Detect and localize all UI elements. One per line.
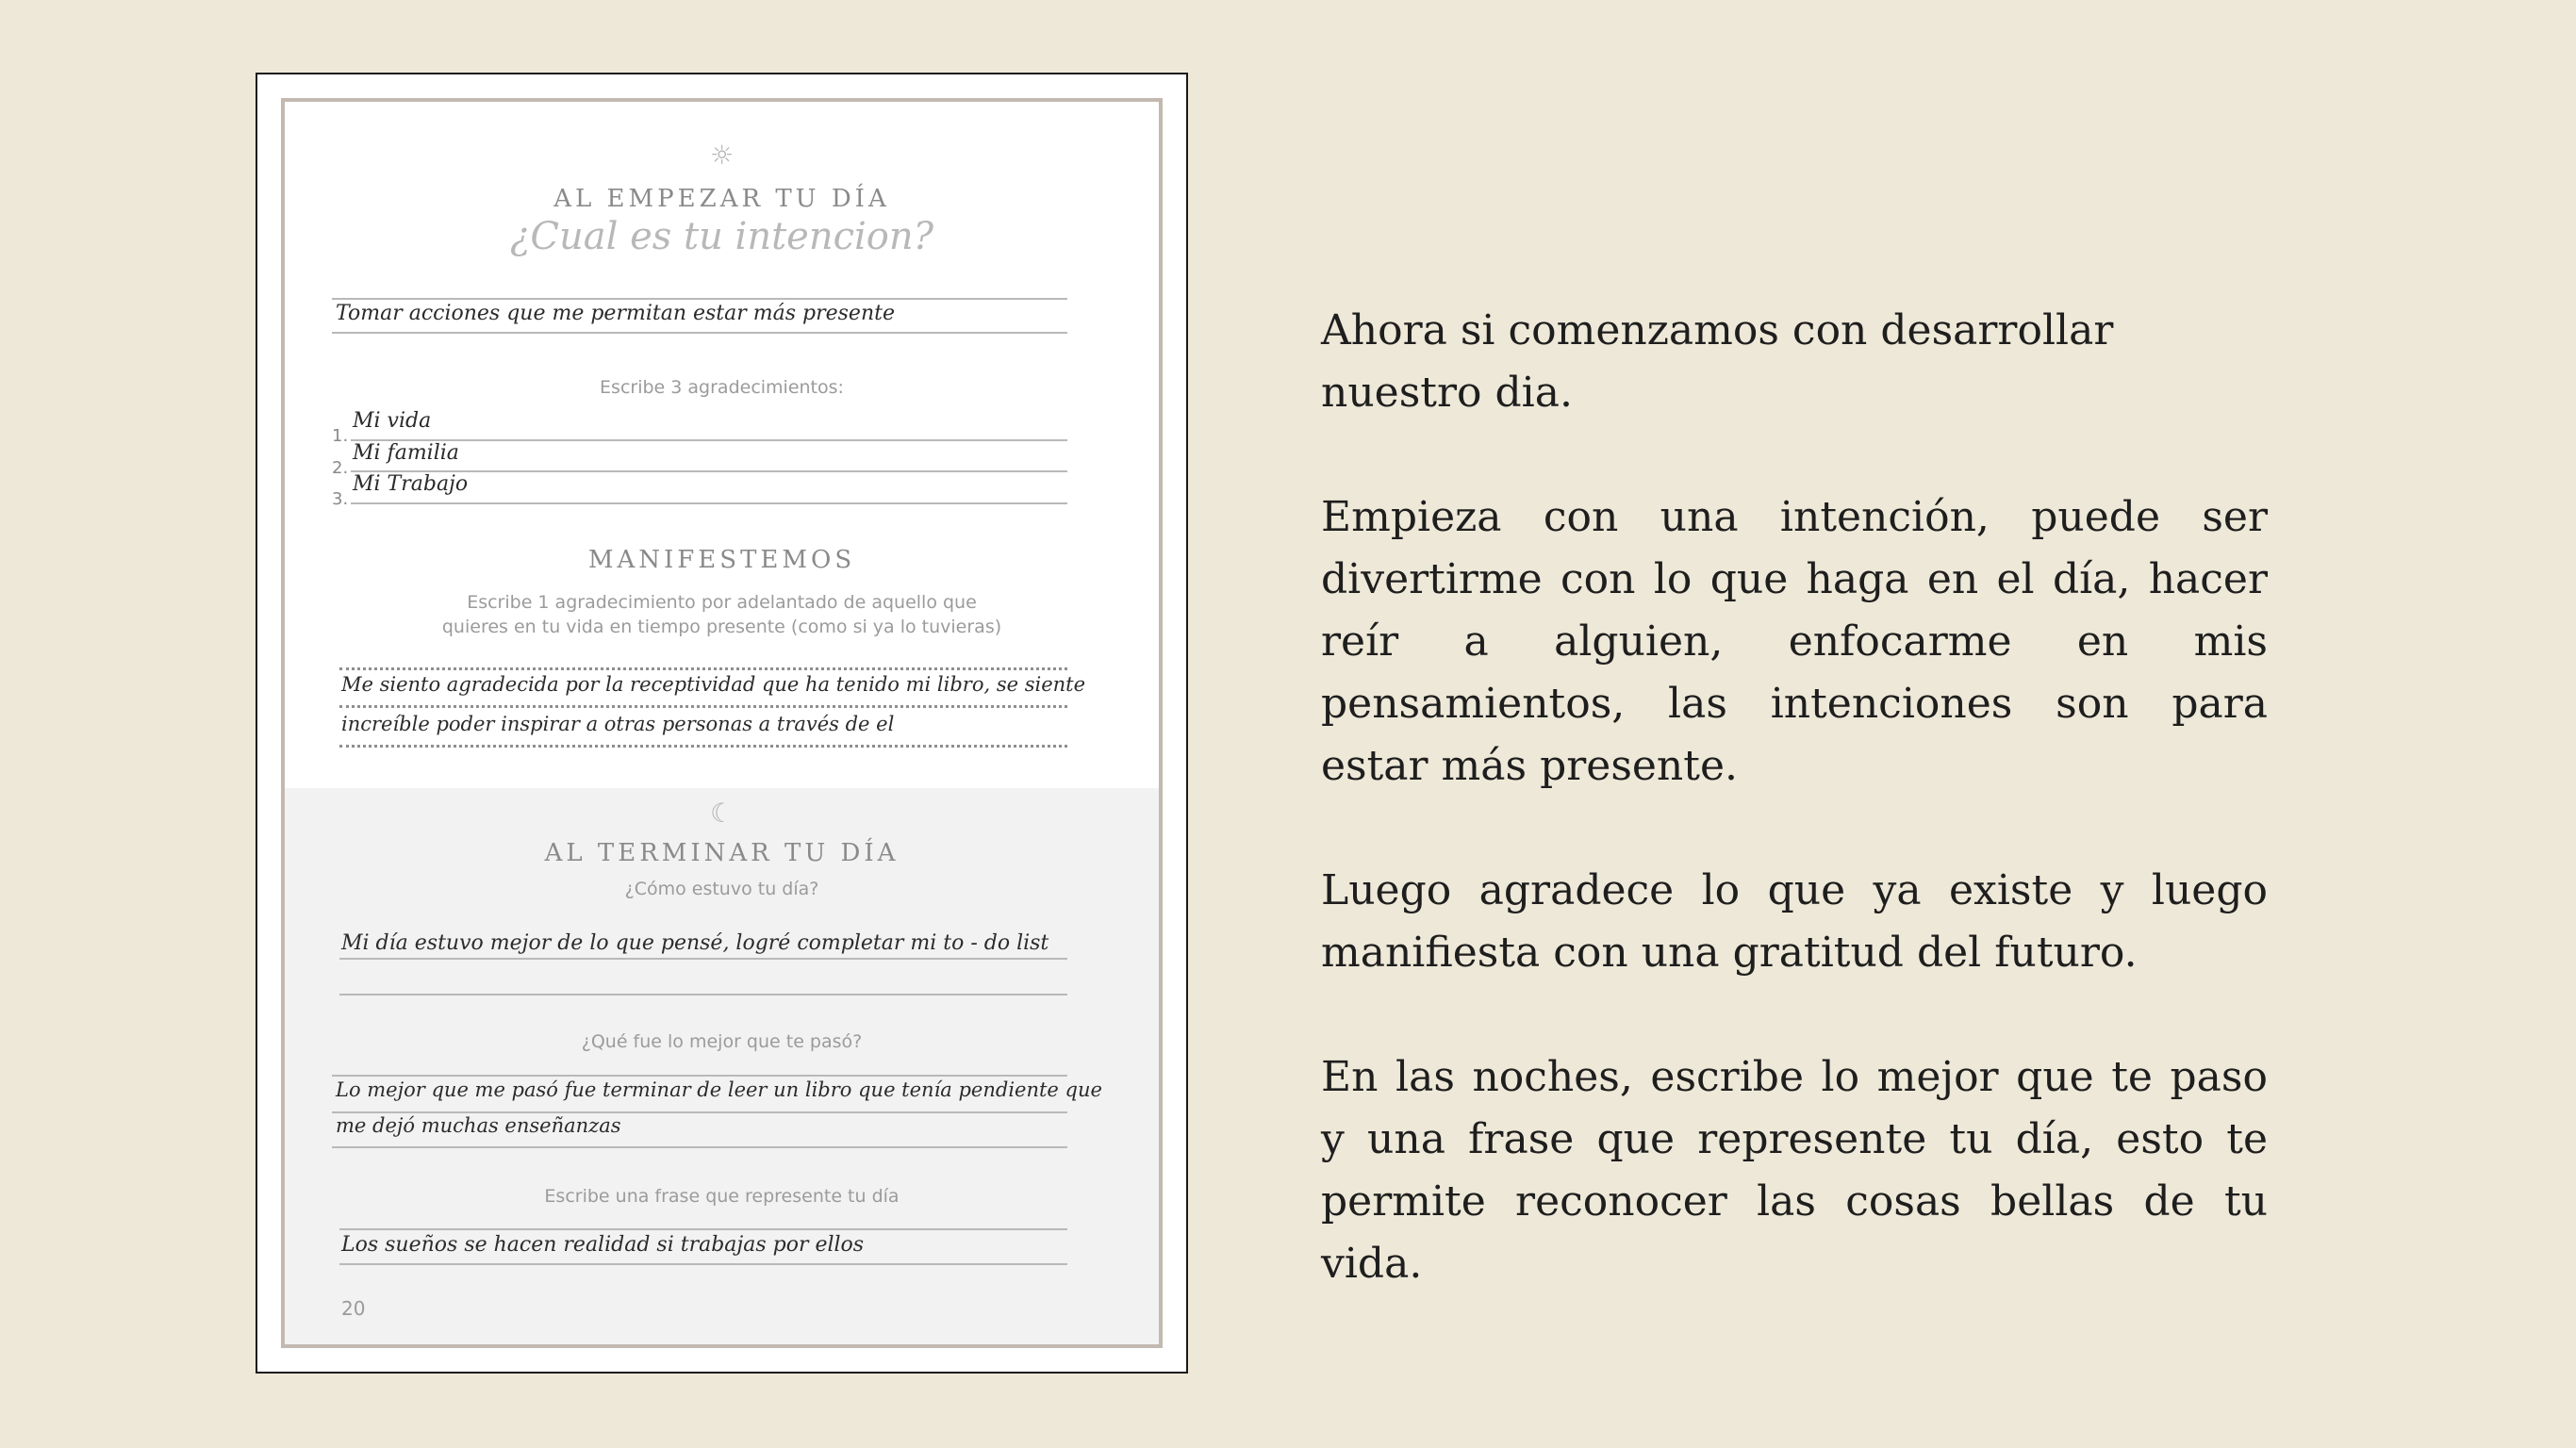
description-paragraph-3: Luego agradece lo que ya existe y luego manifiesta con una gratitud del futuro.	[1321, 866, 2268, 977]
phrase-answer: Los sueños se hacen realidad si trabajas por ellos	[341, 1233, 865, 1257]
description-paragraph-4: En las noches, escribe lo mejor que te paso y una frase que represente tu día, esto te permite reconocer las cosas bellas de tu vida.	[1321, 1053, 2268, 1288]
evening-section-background	[285, 788, 1159, 1344]
journal-page-image	[256, 73, 1188, 1374]
phrase-prompt: Escribe una frase que represente tu día	[544, 1186, 900, 1207]
best-prompt: ¿Qué fue lo mejor que te pasó?	[581, 1031, 863, 1052]
description-text	[1321, 300, 2268, 1358]
intention-line-bottom	[332, 332, 1067, 334]
gratitude-prompt: Escribe 3 agradecimientos:	[600, 377, 844, 398]
evening-heading: AL TERMINAR TU DÍA	[544, 839, 900, 867]
page-number: 20	[341, 1297, 366, 1320]
manifest-prompt-line-2: quieres en tu vida en tiempo presente (como si ya lo tuvieras)	[441, 617, 1002, 637]
gratitude-item-1: Mi vida	[353, 409, 432, 433]
intention-answer: Tomar acciones que me permitan estar más presente	[336, 302, 895, 325]
manifest-answer-line-1: Me siento agradecida por la receptividad que ha tenido mi libro, se siente	[341, 673, 1086, 696]
day-line-2	[339, 994, 1067, 996]
phrase-line-2	[339, 1263, 1067, 1265]
intention-question: ¿Cual es tu intencion?	[509, 215, 934, 258]
manifest-dotted-line-1	[339, 667, 1067, 670]
journal-page-border	[281, 98, 1163, 1348]
manifest-prompt-line-1: Escribe 1 agradecimiento por adelantado de aquello que	[467, 592, 977, 613]
gratitude-line-3	[351, 502, 1067, 504]
phrase-line-1	[339, 1228, 1067, 1230]
best-line-2	[332, 1111, 1067, 1113]
sun-icon: ☼	[709, 140, 735, 171]
best-answer-line-2: me dejó muchas enseñanzas	[336, 1114, 621, 1137]
gratitude-item-3: Mi Trabajo	[353, 472, 469, 496]
manifest-answer-line-2: increíble poder inspirar a otras personas a través de el	[341, 713, 895, 735]
best-line-3	[332, 1146, 1067, 1148]
manifest-dotted-line-3	[339, 745, 1067, 748]
gratitude-number-1: 1.	[332, 426, 349, 446]
description-paragraph-2: Empieza con una intención, puede ser divertirme con lo que haga en el día, hacer reír a alguien, enfocarme en mis pensamientos, las intenciones son para estar más presente.	[1321, 493, 2268, 790]
manifest-heading: MANIFESTEMOS	[587, 546, 856, 574]
day-line-1	[339, 958, 1067, 960]
manifest-dotted-line-2	[339, 705, 1067, 708]
day-prompt: ¿Cómo estuvo tu día?	[624, 879, 819, 899]
description-paragraph-1: Ahora si comenzamos con desarrollar nuestro dia.	[1321, 306, 2114, 417]
gratitude-number-2: 2.	[332, 458, 349, 478]
best-line-1	[332, 1075, 1067, 1077]
morning-heading: AL EMPEZAR TU DÍA	[553, 185, 890, 213]
gratitude-item-2: Mi familia	[353, 441, 459, 465]
day-answer: Mi día estuvo mejor de lo que pensé, logré completar mi to - do list	[341, 931, 1049, 955]
gratitude-number-3: 3.	[332, 489, 349, 509]
best-answer-line-1: Lo mejor que me pasó fue terminar de leer un libro que tenía pendiente que	[336, 1078, 1102, 1101]
intention-line-top	[332, 298, 1067, 300]
moon-icon: ☾	[709, 798, 735, 829]
